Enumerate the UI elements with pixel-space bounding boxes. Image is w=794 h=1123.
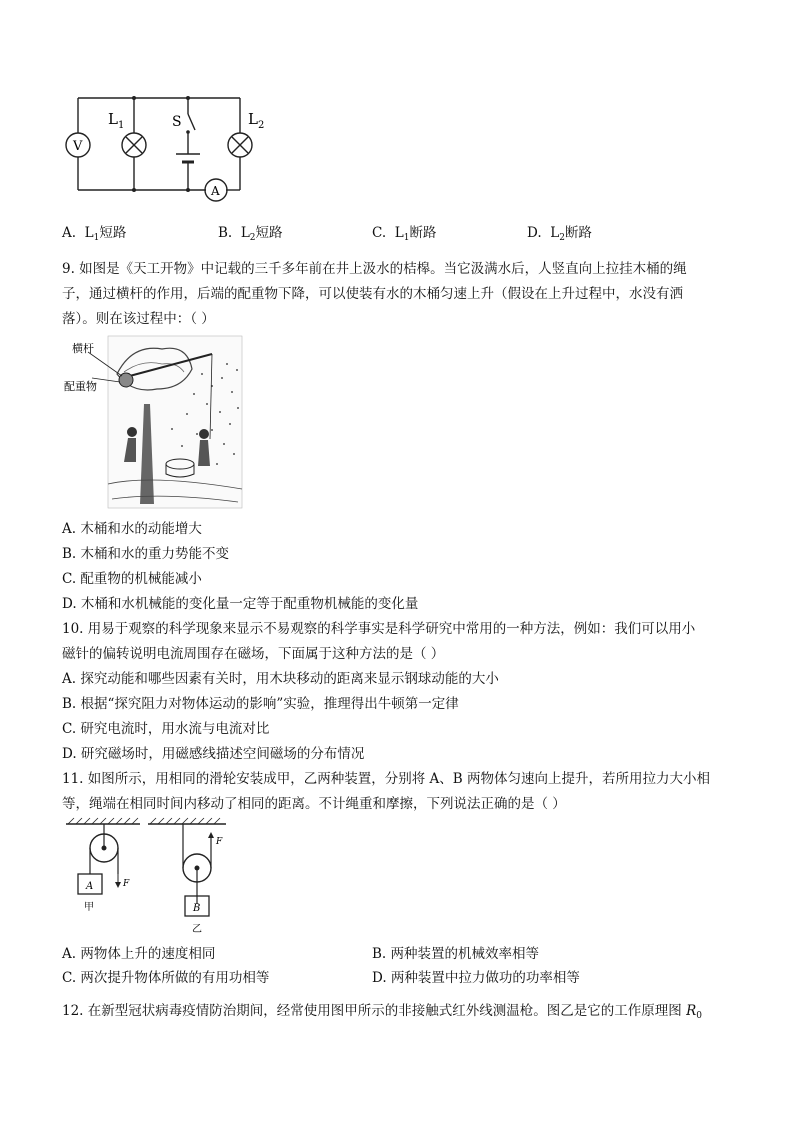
l2-label: $L_2$ — [248, 110, 265, 131]
q8-option-b[interactable]: B. $L_2$短路 — [218, 225, 283, 243]
q11-option-d[interactable]: D. 两种装置中拉力做功的功率相等 — [372, 970, 580, 986]
force-left-label: F — [123, 879, 130, 889]
q9-stem-line-3: 落）。则在该过程中：（ ） — [62, 311, 215, 327]
q11-stem-line-1: 11. 如图所示，用相同的滑轮安装成甲，乙两种装置，分别将 A、B 两物体匀速向上提升，若所用拉力大小相 — [62, 771, 711, 787]
crossbar-label: 横杆 — [72, 342, 94, 355]
q11-option-a[interactable]: A. 两物体上升的速度相同 — [62, 946, 216, 962]
block-a-label: A — [86, 881, 94, 892]
q8-option-c[interactable]: C. $L_1$断路 — [372, 225, 437, 243]
q10-option-b[interactable]: B. 根据“探究阻力对物体运动的影响”实验，推理得出牛顿第一定律 — [62, 696, 459, 712]
q11-stem-line-2: 等，绳端在相同时间内移动了相同的距离。不计绳重和摩擦，下列说法正确的是（ ） — [62, 796, 566, 812]
q11-option-c[interactable]: C. 两次提升物体所做的有用功相等 — [62, 970, 270, 986]
q9-option-b[interactable]: B. 木桶和水的重力势能不变 — [62, 546, 230, 562]
q8-option-a[interactable]: A. $L_1$短路 — [62, 225, 127, 243]
q9-option-c[interactable]: C. 配重物的机械能减小 — [62, 571, 202, 587]
q9-stem-line-2: 子，通过横杆的作用，后端的配重物下降，可以使装有水的木桶匀速上升（假设在上升过程中，水没有洒 — [62, 286, 683, 302]
q10-option-a[interactable]: A. 探究动能和哪些因素有关时，用木块移动的距离来显示钢球动能的大小 — [62, 671, 499, 687]
ammeter-label: A — [211, 184, 220, 198]
pulley-diagram — [62, 814, 232, 936]
q11-option-b[interactable]: B. 两种装置的机械效率相等 — [372, 946, 540, 962]
q10-option-c[interactable]: C. 研究电流时，用水流与电流对比 — [62, 721, 270, 737]
q10-stem-line-1: 10. 用易于观察的科学现象来显示不易观察的科学事实是科学研究中常用的一种方法，例如：我们可以用小 — [62, 621, 696, 637]
circuit-diagram — [60, 92, 280, 207]
q9-option-d[interactable]: D. 木桶和水机械能的变化量一定等于配重物机械能的变化量 — [62, 596, 419, 612]
q10-option-d[interactable]: D. 研究磁场时，用磁感线描述空间磁场的分布情况 — [62, 746, 365, 762]
well-sweep-illustration — [62, 334, 244, 512]
q8-option-d[interactable]: D. $L_2$断路 — [527, 225, 592, 243]
voltmeter-label: V — [73, 139, 83, 154]
l1-label: $L_1$ — [108, 110, 125, 131]
q9-stem-line-1: 9. 如图是《天工开物》中记载的三千多年前在井上汲水的桔槔。当它汲满水后，人竖直向上拉挂木桶的绳 — [62, 261, 687, 277]
force-right-label: F — [216, 837, 223, 847]
q12-stem-line-1: 12. 在新型冠状病毒疫情防治期间，经常使用图甲所示的非接触式红外线测温枪。图乙是它的工作原理图 $R_0$ — [62, 1003, 702, 1021]
switch-label: S — [172, 114, 182, 130]
yi-label: 乙 — [192, 924, 202, 935]
q9-option-a[interactable]: A. 木桶和水的动能增大 — [62, 521, 202, 537]
block-b-label: B — [193, 903, 201, 914]
jia-label: 甲 — [84, 902, 94, 913]
counterweight-label: 配重物 — [64, 380, 97, 393]
q10-stem-line-2: 磁针的偏转说明电流周围存在磁场，下面属于这种方法的是（ ） — [62, 646, 445, 662]
